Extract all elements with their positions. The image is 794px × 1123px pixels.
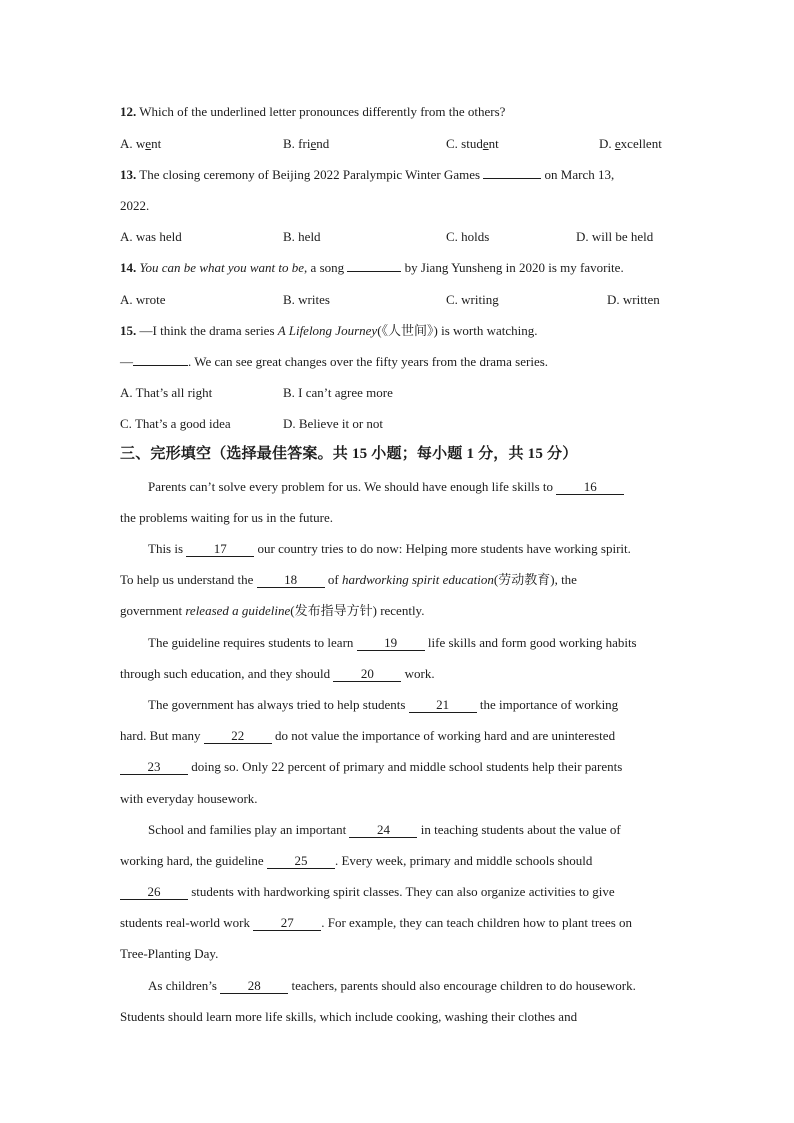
cloze-text: students real-world work: [120, 915, 250, 931]
option-label: B.: [283, 385, 295, 401]
underlined-letter: e: [310, 135, 317, 151]
cloze-blank-21: 21: [409, 698, 477, 713]
option-label: C.: [446, 229, 458, 245]
q12-option-c: [446, 128, 499, 159]
cloze-text: students with hardworking spirit classes. They can also organize activities to give: [191, 884, 615, 900]
cloze-text: of: [327, 572, 339, 588]
cloze-p5-line5: [0, 938, 794, 969]
cloze-blank-17: 17: [186, 542, 254, 557]
q14-stem: [0, 252, 794, 283]
section-heading: 三、完形填空（选择最佳答案。共 15 小题；每小题 1 分，共 15 分）: [120, 446, 578, 463]
cloze-text: with everyday housework.: [120, 790, 258, 806]
q14-stem-after: by Jiang Yunsheng in 2020 is my favorite.: [404, 260, 624, 276]
option-text: will be held: [591, 229, 654, 245]
q13-option-b: [283, 221, 321, 252]
q13-stem-year: 2022.: [120, 197, 150, 213]
underlined-letter: e: [145, 135, 152, 151]
underlined-letter: e: [614, 135, 621, 151]
q14-option-b: [283, 284, 330, 315]
word-prefix: w: [135, 135, 146, 151]
q12-stem: [0, 96, 794, 127]
option-text: wrote: [135, 291, 166, 307]
option-text: Believe it or not: [298, 416, 384, 432]
cloze-text: The government has always tried to help students: [148, 696, 406, 712]
cloze-text: Parents can’t solve every problem for us. We should have enough life skills to: [148, 478, 553, 494]
cloze-p1-line2: [0, 502, 794, 533]
cloze-p6-line1: [0, 970, 794, 1001]
option-text: holds: [461, 229, 490, 245]
option-text: writing: [461, 291, 499, 307]
cloze-blank-20: 20: [333, 667, 401, 682]
option-label: B.: [283, 135, 295, 151]
cloze-p5-line2: [0, 845, 794, 876]
q15-line1-before: —I think the drama series: [139, 322, 275, 338]
q15-option-a: [120, 377, 212, 408]
q13-option-c: [446, 221, 489, 252]
option-label: D.: [283, 416, 296, 432]
q13-options: [0, 221, 794, 252]
q15-drama-title: A Lifelong Journey: [277, 322, 378, 338]
q12-stem-text: Which of the underlined letter pronounces differently from the others?: [139, 104, 506, 120]
cloze-text: . For example, they can teach children how to plant trees on: [321, 915, 633, 931]
underlined-letter: e: [482, 135, 489, 151]
word-suffix: xcellent: [620, 135, 662, 151]
cloze-text: hard. But many: [120, 728, 201, 744]
option-text: held: [298, 229, 321, 245]
option-label: A.: [120, 135, 133, 151]
cloze-term-italic: hardworking spirit education: [342, 572, 494, 588]
word-suffix: nt: [151, 135, 162, 151]
cloze-p6-line2: [0, 1001, 794, 1032]
cloze-text: School and families play an important: [148, 821, 347, 837]
cloze-text: the importance of working: [479, 696, 619, 712]
q14-options: [0, 284, 794, 315]
cloze-p2-line3: [0, 595, 794, 626]
q15-answer-blank: [133, 354, 188, 366]
q12-number: 12.: [120, 104, 137, 120]
cloze-text: our country tries to do now: Helping more students have working spirit.: [257, 541, 631, 557]
cloze-text: life skills and form good working habits: [427, 634, 637, 650]
q15-options-row2: [0, 408, 794, 439]
q14-number: 14.: [120, 260, 137, 276]
cloze-blank-23: 23: [120, 760, 188, 775]
q13-stem: [0, 159, 794, 190]
cloze-text: the problems waiting for us in the future.: [120, 509, 334, 525]
cloze-text: Tree-Planting Day.: [120, 946, 219, 962]
cloze-blank-26: 26: [120, 885, 188, 900]
option-text: written: [622, 291, 660, 307]
option-label: B.: [283, 229, 295, 245]
cloze-p4-line4: [0, 783, 794, 814]
cloze-blank-19: 19: [357, 636, 425, 651]
cloze-p4-line1: [0, 689, 794, 720]
cloze-p5-line3: [0, 876, 794, 907]
cloze-text: doing so. Only 22 percent of primary and middle school students help their parents: [191, 759, 623, 775]
q14-option-d: [607, 284, 660, 315]
option-word: [298, 136, 329, 151]
cloze-text: government: [120, 603, 183, 619]
cloze-text: through such education, and they should: [120, 665, 331, 681]
cloze-text: (发布指导方针) recently.: [290, 603, 425, 619]
cloze-text: As children’s: [148, 977, 217, 993]
cloze-text: To help us understand the: [120, 572, 254, 588]
option-word: [615, 136, 662, 151]
option-text: That’s a good idea: [134, 416, 231, 432]
q15-stem: [0, 315, 794, 346]
q15-dash: —: [120, 353, 133, 369]
option-label: D.: [607, 291, 620, 307]
cloze-text: (劳动教育), the: [493, 572, 577, 588]
cloze-blank-22: 22: [204, 729, 272, 744]
q15-option-d: [283, 408, 383, 439]
word-prefix: stud: [461, 135, 483, 151]
cloze-p5-line1: [0, 814, 794, 845]
option-word: [136, 136, 161, 151]
q15-option-b: [283, 377, 393, 408]
cloze-p5-line4: [0, 907, 794, 938]
option-label: B.: [283, 291, 295, 307]
option-label: A.: [120, 291, 133, 307]
cloze-blank-24: 24: [349, 823, 417, 838]
q15-option-c: [120, 408, 231, 439]
q12-options: [0, 128, 794, 159]
q14-answer-blank: [347, 260, 401, 272]
q15-line1-after: (《人世间》) is worth watching.: [377, 322, 538, 338]
option-word: [461, 136, 499, 151]
cloze-text: . Every week, primary and middle schools should: [334, 852, 593, 868]
option-label: C.: [446, 291, 458, 307]
word-prefix: fri: [298, 135, 311, 151]
q15-options-row1: [0, 377, 794, 408]
word-suffix: nd: [316, 135, 330, 151]
q13-stem-before: The closing ceremony of Beijing 2022 Paralympic Winter Games: [139, 166, 481, 182]
exam-page: [0, 96, 794, 1032]
option-label: D.: [576, 229, 589, 245]
cloze-blank-16: 16: [556, 480, 624, 495]
cloze-blank-18: 18: [257, 573, 325, 588]
q13-answer-blank: [483, 167, 541, 179]
word-suffix: nt: [488, 135, 499, 151]
option-label: C.: [446, 135, 458, 151]
cloze-term-italic: released a guideline: [185, 603, 291, 619]
cloze-p3-line2: [0, 658, 794, 689]
q12-option-b: [283, 128, 329, 159]
option-label: D.: [599, 135, 612, 151]
option-label: A.: [120, 385, 133, 401]
option-text: writes: [298, 291, 330, 307]
q13-option-a: [120, 221, 182, 252]
option-text: I can’t agree more: [298, 385, 393, 401]
q12-option-d: [599, 128, 662, 159]
cloze-p1-line1: [0, 471, 794, 502]
q14-option-c: [446, 284, 499, 315]
cloze-p4-line3: [0, 751, 794, 782]
option-text: That’s all right: [135, 385, 213, 401]
cloze-text: work.: [404, 665, 435, 681]
q13-number: 13.: [120, 166, 137, 182]
cloze-p4-line2: [0, 720, 794, 751]
cloze-text: working hard, the guideline: [120, 852, 264, 868]
q15-number: 15.: [120, 322, 137, 338]
cloze-p2-line1: [0, 533, 794, 564]
cloze-p2-line2: [0, 564, 794, 595]
q13-stem-after: on March 13,: [544, 166, 615, 182]
q15-line2-after: . We can see great changes over the fifty years from the drama series.: [188, 353, 549, 369]
cloze-blank-25: 25: [267, 854, 335, 869]
cloze-p3-line1: [0, 627, 794, 658]
cloze-text: Students should learn more life skills, which include cooking, washing their clothes and: [120, 1008, 578, 1024]
cloze-blank-28: 28: [220, 979, 288, 994]
cloze-text: The guideline requires students to learn: [148, 634, 354, 650]
q15-response: [0, 346, 794, 377]
q13-stem-continued: [0, 190, 794, 221]
q14-stem-before: , a song: [304, 260, 345, 276]
option-label: C.: [120, 416, 132, 432]
cloze-text: This is: [148, 541, 184, 557]
option-text: was held: [135, 229, 182, 245]
q14-song-title: You can be what you want to be: [139, 260, 305, 276]
q13-option-d: [576, 221, 653, 252]
option-label: A.: [120, 229, 133, 245]
cloze-blank-27: 27: [253, 916, 321, 931]
cloze-text: in teaching students about the value of: [420, 821, 621, 837]
cloze-text: do not value the importance of working hard and are uninterested: [275, 728, 616, 744]
cloze-text: teachers, parents should also encourage children to do housework.: [291, 977, 636, 993]
q14-option-a: [120, 284, 166, 315]
q12-option-a: [120, 128, 161, 159]
